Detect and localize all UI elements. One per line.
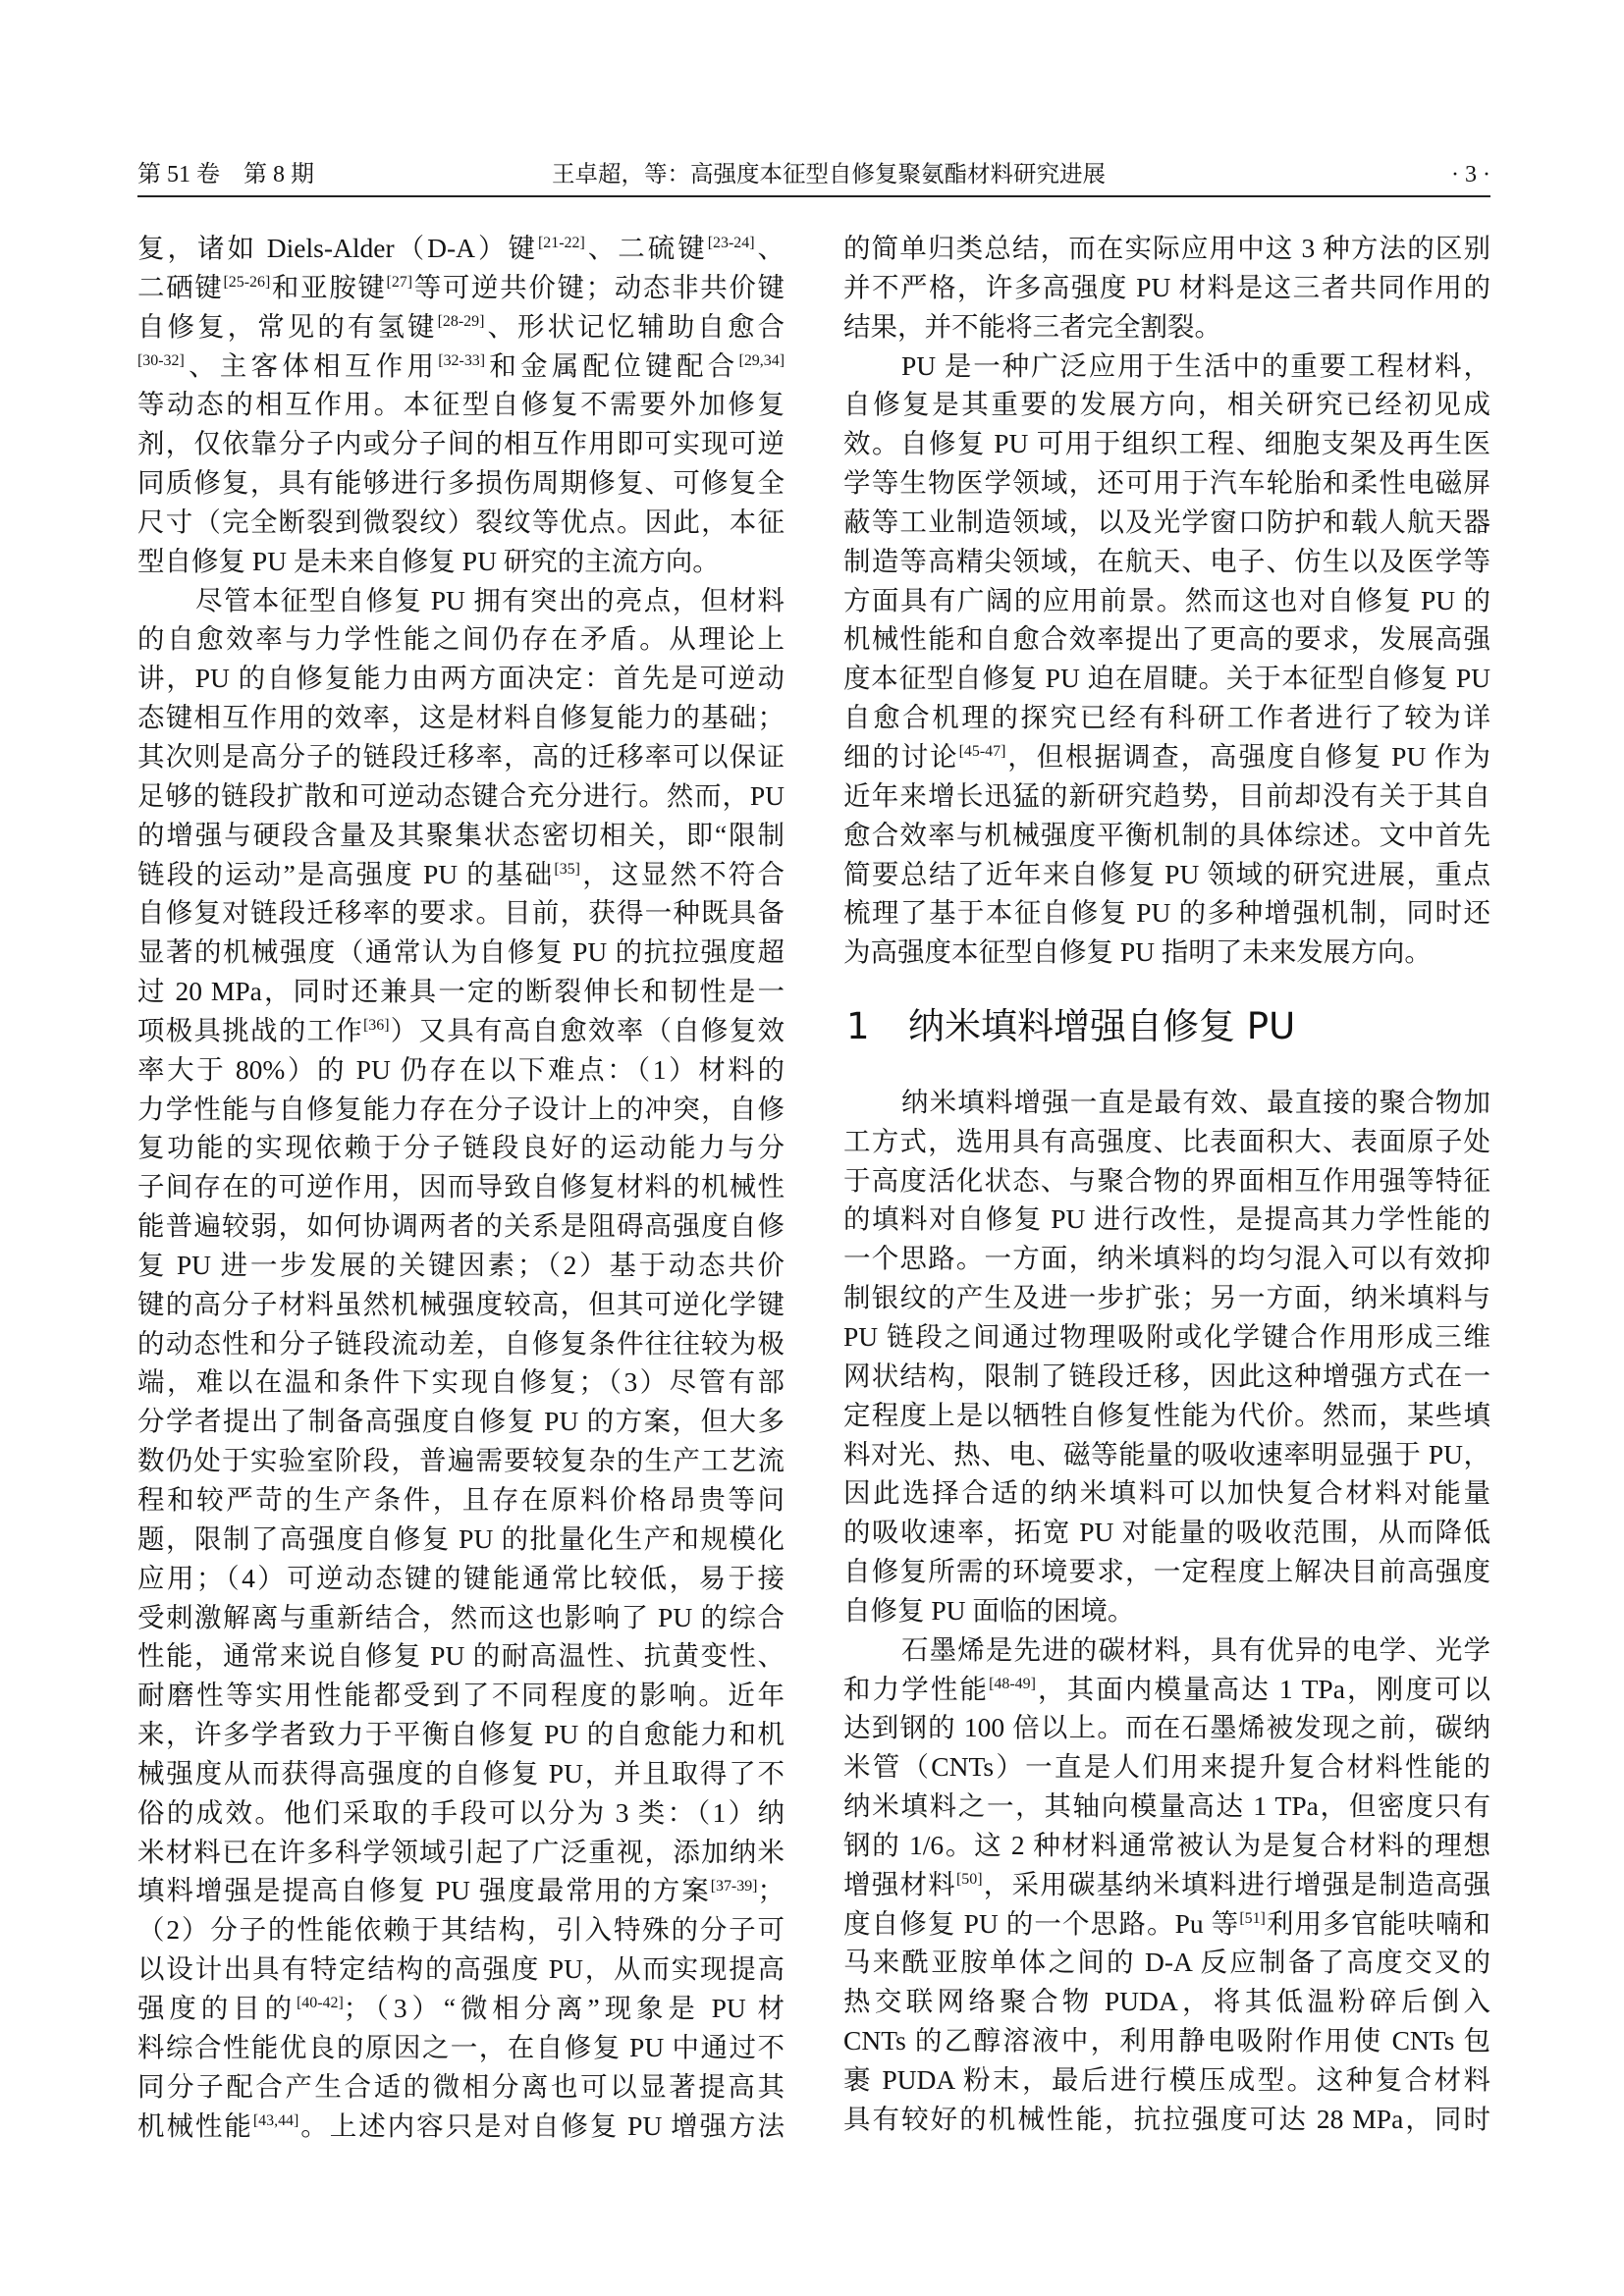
text-line	[137, 1128, 785, 1167]
text-run: 石墨烯是先进的碳材料，具有优异的电学、光学	[901, 1633, 1490, 1665]
text-run: 俗的成效。他们采取的手段可以分为 3 类：（1）纳	[137, 1796, 785, 1828]
section-heading	[843, 972, 1490, 1083]
text-line	[137, 1362, 785, 1402]
text-line	[137, 776, 785, 816]
text-run: 二硒键	[137, 271, 224, 302]
text-line	[137, 1636, 785, 1676]
paragraph	[843, 1083, 1490, 1630]
citation: [40-42]	[296, 1995, 344, 2012]
text-run: 的增强与硬段含量及其聚集状态密切相关，即“限制	[137, 819, 785, 850]
text-run: 程和较严苛的生产条件，且存在原料价格昂贵等问	[137, 1484, 785, 1515]
text-run: 并不严格，许多高强度 PU 材料是这三者共同作用的	[843, 271, 1490, 302]
text-line	[843, 1161, 1490, 1201]
text-run: 题，限制了高强度自修复 PU 的批量化生产和规模化	[137, 1522, 785, 1554]
citation: [51]	[1239, 1909, 1266, 1927]
right-column	[843, 229, 1490, 2139]
text-run: 的填料对自修复 PU 进行改性，是提高其力学性能的	[843, 1203, 1490, 1235]
text-run: 一个思路。一方面，纳米填料的均匀混入可以有效抑	[843, 1243, 1490, 1274]
text-line	[843, 1982, 1490, 2021]
text-line	[843, 581, 1490, 620]
citation: [30-32]	[137, 351, 185, 369]
text-line	[843, 1317, 1490, 1357]
text-line	[843, 1708, 1490, 1747]
text-line	[843, 1435, 1490, 1474]
text-line	[137, 1833, 785, 1872]
text-run: 数仍处于实验室阶段，普遍需要较复杂的生产工艺流	[137, 1445, 785, 1476]
text-line	[843, 1239, 1490, 1278]
text-line	[137, 542, 785, 581]
text-line	[843, 2021, 1490, 2060]
text-run: PU 链段之间通过物理吸附或化学键合作用形成三维	[843, 1320, 1490, 1352]
text-line	[137, 1715, 785, 1754]
text-line	[137, 2067, 785, 2107]
citation: [37-39]	[710, 1877, 758, 1895]
text-line	[137, 659, 785, 698]
text-run: 梳理了基于本征自修复 PU 的多种增强机制，同时还	[843, 897, 1490, 929]
text-run: 端，难以在温和条件下实现自修复；（3）尽管有部	[137, 1366, 785, 1398]
text-run: 为高强度本征型自修复 PU 指明了未来发展方向。	[843, 936, 1432, 968]
header-title: 王卓超，等：高强度本征型自修复聚氨酯材料研究进展	[552, 162, 1106, 187]
text-line	[843, 542, 1490, 581]
text-line	[137, 1989, 785, 2028]
text-line	[137, 1324, 785, 1363]
text-run: 自修复是其重要的发展方向，相关研究已经初见成	[843, 389, 1490, 420]
citation: [32-33]	[438, 351, 486, 369]
text-line	[843, 933, 1490, 972]
text-line	[137, 581, 785, 620]
text-line	[843, 1591, 1490, 1630]
citation: [25-26]	[223, 273, 271, 291]
text-run: 自愈合机理的探究已经有科研工作者进行了较为详	[843, 702, 1490, 733]
text-line	[843, 1513, 1490, 1552]
text-run: 简要总结了近年来自修复 PU 领域的研究进展，重点	[843, 858, 1490, 889]
text-run: 具有较好的机械性能，抗拉强度可达 28 MPa，同时	[843, 2103, 1490, 2134]
text-line	[843, 2060, 1490, 2100]
text-run: 填料增强是提高自修复 PU 强度最常用的方案	[137, 1875, 711, 1906]
text-line	[137, 1480, 785, 1520]
text-line	[843, 503, 1490, 542]
text-run: 自修复所需的环境要求，一定程度上解决目前高强度	[843, 1556, 1490, 1587]
text-run: 增强材料	[843, 1868, 956, 1899]
text-run: 应用；（4）可逆动态键的键能通常比较低，易于接	[137, 1562, 785, 1593]
text-run: 效。自修复 PU 可用于组织工程、细胞支架及再生医	[843, 428, 1490, 459]
text-run: （2）分子的性能依赖于其结构，引入特殊的分子可	[137, 1914, 785, 1946]
text-line	[843, 385, 1490, 424]
text-line	[137, 1441, 785, 1480]
text-run: 足够的链段扩散和可逆动态键合充分进行。然而，PU	[137, 779, 785, 811]
text-line	[843, 698, 1490, 737]
text-line	[137, 1011, 785, 1050]
paragraph	[137, 229, 785, 581]
text-run: 于高度活化状态、与聚合物的界面相互作用强等特征	[843, 1164, 1490, 1196]
text-run: 复，诸如 Diels-Alder（D-A）键	[137, 233, 538, 263]
text-run: 等可逆共价键；动态非共价键	[412, 271, 785, 302]
citation: [45-47]	[958, 743, 1006, 761]
text-line	[137, 268, 785, 307]
text-run: 料对光、热、电、磁等能量的吸收速率明显强于 PU，	[843, 1438, 1490, 1469]
header-issue: 第 8 期	[244, 162, 314, 187]
text-line	[843, 1473, 1490, 1513]
text-run: 、	[754, 233, 785, 263]
text-line	[843, 1904, 1490, 1944]
text-run: 结果，并不能将三者完全割裂。	[843, 310, 1221, 342]
text-run: 。上述内容只是对自修复 PU 增强方法	[298, 2109, 785, 2141]
text-run: 显著的机械强度（通常认为自修复 PU 的抗拉强度超	[137, 936, 785, 968]
text-run: 料综合性能优良的原因之一，在自修复 PU 中通过不	[137, 2031, 785, 2062]
text-run: PU 是一种广泛应用于生活中的重要工程材料，	[901, 349, 1490, 381]
header-page-number: · 3 ·	[1451, 162, 1490, 187]
text-line	[843, 1826, 1490, 1865]
text-run: 近年来增长迅猛的新研究趋势，目前却没有关于其自	[843, 779, 1490, 811]
text-run: 剂，仅依靠分子内或分子间的相互作用即可实现可逆	[137, 428, 785, 459]
text-run: 愈合效率与机械强度平衡机制的具体综述。文中首先	[843, 819, 1490, 850]
text-line	[843, 1396, 1490, 1435]
section-number: 1	[846, 1005, 870, 1048]
text-run: 利用多官能呋喃和	[1265, 1907, 1490, 1939]
text-run: 度自修复 PU 的一个思路。Pu 等	[843, 1907, 1240, 1939]
text-line	[137, 307, 785, 347]
text-line	[137, 1246, 785, 1285]
text-line	[843, 347, 1490, 386]
text-line	[843, 893, 1490, 933]
text-line	[137, 619, 785, 659]
text-run: 细的讨论	[843, 740, 959, 772]
text-run: 纳米填料之一，其轴向模量高达 1 TPa，但密度只有	[843, 1790, 1490, 1822]
text-line	[843, 737, 1490, 776]
text-run: 米管（CNTs）一直是人们用来提升复合材料性能的	[843, 1751, 1490, 1783]
text-run: 自修复对链段迁移率的要求。目前，获得一种既具备	[137, 897, 785, 929]
text-run: 的吸收速率，拓宽 PU 对能量的吸收范围，从而降低	[843, 1517, 1490, 1548]
text-line	[843, 307, 1490, 347]
citation: [23-24]	[707, 235, 755, 252]
text-run: ，采用碳基纳米填料进行增强是制造高强	[982, 1868, 1490, 1899]
text-run: 和力学性能	[843, 1673, 990, 1704]
text-run: 能普遍较弱，如何协调两者的关系是阻碍高强度自修	[137, 1210, 785, 1242]
text-line	[843, 1670, 1490, 1709]
text-run: 讲，PU 的自修复能力由两方面决定：首先是可逆动	[137, 663, 785, 694]
text-run: 过 20 MPa，同时还兼具一定的断裂伸长和韧性是一	[137, 976, 785, 1007]
text-run: ）又具有高自愈效率（自修复效	[389, 1014, 785, 1045]
text-line	[137, 1598, 785, 1637]
text-run: 蔽等工业制造领域，以及光学窗口防护和载人航天器	[843, 506, 1490, 537]
text-line	[137, 1871, 785, 1910]
text-line	[137, 503, 785, 542]
citation: [28-29]	[437, 312, 485, 330]
text-run: 工方式，选用具有高强度、比表面积大、表面原子处	[843, 1125, 1490, 1156]
text-run: ；（3）“微相分离”现象是 PU 材	[343, 1992, 785, 2023]
text-line	[137, 855, 785, 894]
text-line	[843, 1865, 1490, 1904]
header-volume-issue	[137, 160, 314, 189]
text-line	[843, 1943, 1490, 1982]
text-line	[137, 1050, 785, 1090]
text-run: 热交联网络聚合物 PUDA，将其低温粉碎后倒入	[843, 1986, 1490, 2017]
text-line	[137, 347, 785, 386]
text-run: 因此选择合适的纳米填料可以加快复合材料对能量	[843, 1477, 1490, 1509]
text-run: 其次则是高分子的链段迁移率，高的迁移率可以保证	[137, 740, 785, 772]
paragraph	[137, 581, 785, 2146]
text-line	[137, 463, 785, 503]
citation: [50]	[956, 1870, 983, 1888]
text-line	[843, 659, 1490, 698]
paragraph	[843, 347, 1490, 973]
text-run: CNTs 的乙醇溶液中，利用静电吸附作用使 CNTs 包	[843, 2025, 1490, 2056]
text-run: 、主客体相互作用	[184, 349, 439, 381]
text-run: 性能，通常来说自修复 PU 的耐高温性、抗黄变性、	[137, 1640, 785, 1672]
text-run: 的自愈效率与力学性能之间仍存在矛盾。从理论上	[137, 623, 785, 655]
text-run: 链段的运动”是高强度 PU 的基础	[137, 858, 555, 889]
text-line	[137, 2028, 785, 2067]
text-run: 、形状记忆辅助自愈合	[484, 310, 785, 342]
text-line	[843, 1122, 1490, 1161]
text-run: 学等生物医学领域，还可用于汽车轮胎和柔性电磁屏	[843, 467, 1490, 499]
text-line	[843, 1552, 1490, 1591]
text-run: 尺寸（完全断裂到微裂纹）裂纹等优点。因此，本征	[137, 506, 785, 537]
text-line	[843, 776, 1490, 816]
text-line	[843, 1278, 1490, 1317]
text-line	[137, 1949, 785, 1989]
text-run: ，但根据调查，高强度自修复 PU 作为	[1005, 740, 1490, 772]
text-line	[137, 972, 785, 1011]
text-line	[137, 1402, 785, 1441]
text-run: 钢的 1/6。这 2 种材料通常被认为是复合材料的理想	[843, 1829, 1490, 1860]
text-run: 方面具有广阔的应用前景。然而这也对自修复 PU 的	[843, 584, 1490, 615]
text-run: 等动态的相互作用。本征型自修复不需要外加修复	[137, 389, 785, 420]
text-run: 来，许多学者致力于平衡自修复 PU 的自愈能力和机	[137, 1719, 785, 1750]
text-run: 强度的目的	[137, 1992, 297, 2023]
text-line	[137, 2107, 785, 2146]
section-title: 纳米填料增强自修复 PU	[908, 1005, 1296, 1048]
text-line	[137, 816, 785, 855]
text-line	[137, 1910, 785, 1949]
text-run: 尽管本征型自修复 PU 拥有突出的亮点，但材料	[195, 584, 785, 615]
paragraph	[843, 1630, 1490, 2139]
text-run: 复功能的实现依赖于分子链段良好的运动能力与分	[137, 1132, 785, 1163]
text-run: 以设计出具有特定结构的高强度 PU，从而实现提高	[137, 1953, 785, 1985]
citation: [43,44]	[252, 2111, 299, 2129]
text-line	[843, 1083, 1490, 1122]
text-run: 裹 PUDA 粉末，最后进行模压成型。这种复合材料	[843, 2064, 1490, 2096]
text-run: 达到钢的 100 倍以上。而在石墨烯被发现之前，碳纳	[843, 1712, 1490, 1743]
text-run: 态键相互作用的效率，这是材料自修复能力的基础；	[137, 702, 785, 733]
text-run: 自修复 PU 面临的困境。	[843, 1594, 1135, 1626]
text-run: 马来酰亚胺单体之间的 D-A 反应制备了高度交叉的	[843, 1947, 1490, 1978]
text-line	[137, 1285, 785, 1324]
text-run: 械强度从而获得高强度的自修复 PU，并且取得了不	[137, 1757, 785, 1789]
text-run: 、二硫键	[584, 233, 708, 263]
text-run: 力学性能与自修复能力存在分子设计上的冲突，自修	[137, 1093, 785, 1124]
text-run: 网状结构，限制了链段迁移，因此这种增强方式在一	[843, 1360, 1490, 1391]
text-run: 纳米填料增强一直是最有效、最直接的聚合物加	[901, 1086, 1490, 1117]
text-run: 机械性能	[137, 2109, 253, 2141]
text-run: 的简单归类总结，而在实际应用中这 3 种方法的区别	[843, 233, 1490, 263]
text-line	[843, 2100, 1490, 2139]
text-run: 同质修复，具有能够进行多损伤周期修复、可修复全	[137, 467, 785, 499]
text-line	[137, 1090, 785, 1129]
citation: [35]	[554, 860, 580, 878]
text-run: 米材料已在许多科学领域引起了广泛重视，添加纳米	[137, 1836, 785, 1867]
text-run: 定程度上是以牺牲自修复性能为代价。然而，某些填	[843, 1399, 1490, 1430]
text-line	[137, 1520, 785, 1559]
text-line	[843, 229, 1490, 268]
header-volume: 第 51 卷	[137, 162, 220, 187]
text-line	[843, 463, 1490, 503]
text-run: ，其面内模量高达 1 TPa，刚度可以	[1035, 1673, 1490, 1704]
text-line	[137, 1559, 785, 1598]
paragraph	[843, 229, 1490, 347]
text-run: 自修复，常见的有氢键	[137, 310, 438, 342]
text-line	[843, 816, 1490, 855]
text-run: 项极具挑战的工作	[137, 1014, 363, 1045]
text-run: 复 PU 进一步发展的关键因素；（2）基于动态共价	[137, 1249, 785, 1280]
text-line	[843, 424, 1490, 463]
text-run: 分学者提出了制备高强度自修复 PU 的方案，但大多	[137, 1406, 785, 1437]
text-line	[843, 1747, 1490, 1787]
text-run: 制银纹的产生及进一步扩张；另一方面，纳米填料与	[843, 1282, 1490, 1313]
text-run: ，这显然不符合	[579, 858, 785, 889]
text-line	[137, 229, 785, 268]
text-run: 和金属配位键配合	[485, 349, 739, 381]
text-run: 和亚胺键	[270, 271, 387, 302]
text-line	[137, 385, 785, 424]
text-line	[137, 737, 785, 776]
text-run: 同分子配合产生合适的微相分离也可以显著提高其	[137, 2070, 785, 2102]
text-line	[137, 698, 785, 737]
text-run: 键的高分子材料虽然机械强度较高，但其可逆化学键	[137, 1288, 785, 1319]
text-run: 率大于 80%）的 PU 仍存在以下难点：（1）材料的	[137, 1053, 785, 1085]
text-line	[843, 1357, 1490, 1396]
text-line	[137, 1676, 785, 1715]
citation: [21-22]	[537, 235, 585, 252]
text-line	[843, 1200, 1490, 1239]
text-line	[843, 855, 1490, 894]
citation: [27]	[386, 273, 413, 291]
text-run: 型自修复 PU 是未来自修复 PU 研究的主流方向。	[137, 545, 720, 576]
text-run: ；	[757, 1875, 785, 1906]
text-run: 子间存在的可逆作用，因而导致自修复材料的机械性	[137, 1171, 785, 1202]
text-run: 度本征型自修复 PU 迫在眉睫。关于本征型自修复 PU	[843, 663, 1490, 694]
text-line	[137, 1206, 785, 1246]
text-line	[137, 1167, 785, 1206]
text-line	[137, 1754, 785, 1793]
text-line	[843, 1787, 1490, 1826]
left-column	[137, 229, 785, 2145]
text-line	[137, 933, 785, 972]
text-line	[137, 424, 785, 463]
text-run: 制造等高精尖领域，在航天、电子、仿生以及医学等	[843, 545, 1490, 576]
text-line	[137, 1793, 785, 1833]
citation: [48-49]	[989, 1675, 1036, 1692]
text-run: 机械性能和自愈合效率提出了更高的要求，发展高强	[843, 623, 1490, 655]
text-line	[843, 619, 1490, 659]
text-run: 受刺激解离与重新结合，然而这也影响了 PU 的综合	[137, 1601, 785, 1632]
citation: [29,34]	[738, 351, 785, 369]
text-line	[843, 268, 1490, 307]
text-line	[137, 893, 785, 933]
header-rule	[137, 195, 1490, 197]
text-line	[843, 1630, 1490, 1670]
text-run: 的动态性和分子链段流动差，自修复条件往往较为极	[137, 1327, 785, 1359]
text-run: 耐磨性等实用性能都受到了不同程度的影响。近年	[137, 1680, 785, 1711]
citation: [36]	[362, 1017, 390, 1034]
